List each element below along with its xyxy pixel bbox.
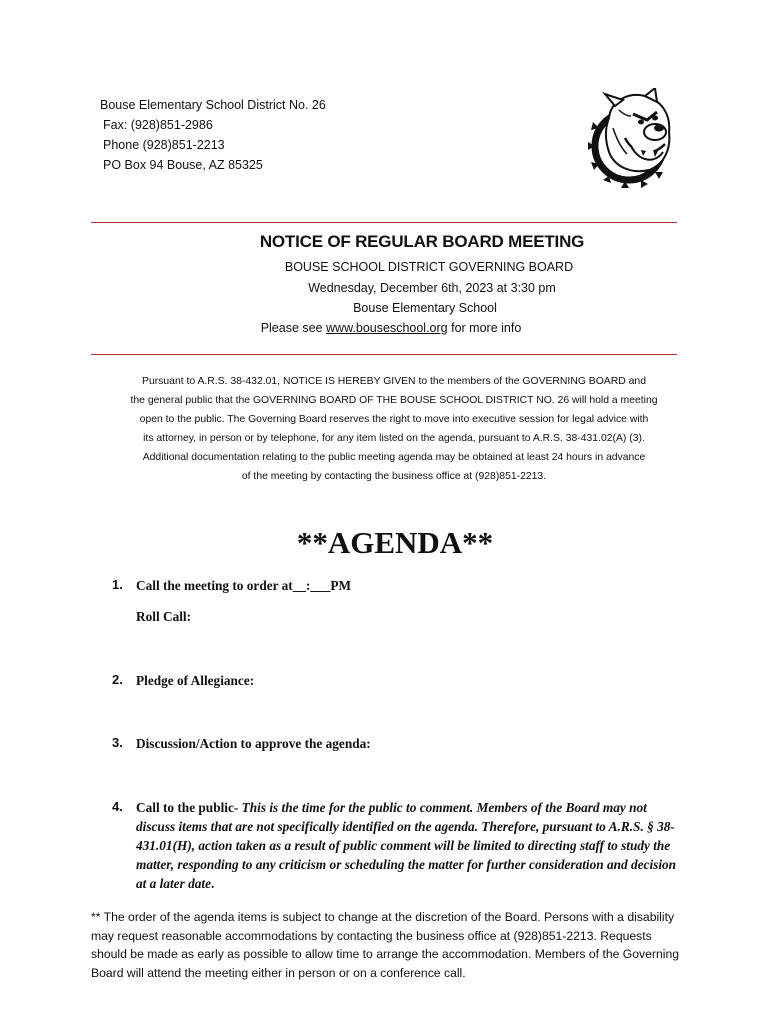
bulldog-mascot-icon (585, 88, 681, 192)
agenda-item-number: 4. (112, 799, 123, 814)
top-divider (91, 222, 677, 223)
agenda-item-number: 3. (112, 735, 123, 750)
legal-notice-line: Additional documentation relating to the public meeting agenda may be obtained at least 24 hours in advance (142, 452, 646, 463)
agenda-heading: **AGENDA** (296, 525, 494, 560)
legal-notice (108, 372, 680, 486)
district-name: Bouse Elementary School District No. 26 (100, 98, 326, 112)
accommodation-note: ** The order of the agenda items is subject to change at the discretion of the Board. Persons with a disability may request reasonable accommodations by contacting the business office at (928)851-2213. Requests should be made as early as possible to allow time to arrange the accommodation. Members of the Governing Board will attend the meeting either in person or on a conference call. (91, 910, 680, 980)
board-name: BOUSE SCHOOL DISTRICT GOVERNING BOARD (284, 260, 574, 274)
bottom-divider (91, 354, 677, 355)
more-info-line (6, 321, 770, 335)
meeting-location: Bouse Elementary School (353, 301, 497, 315)
meeting-datetime: Wednesday, December 6th, 2023 at 3:30 pm (308, 281, 556, 295)
phone-number: Phone (928)851-2213 (103, 138, 225, 152)
website-link[interactable]: www.bouseschool.org (326, 321, 448, 335)
agenda-item-pledge: Pledge of Allegiance: (136, 673, 255, 688)
agenda-item-number: 2. (112, 672, 123, 687)
call-to-public-end: . (210, 876, 215, 891)
call-to-public-lead: Call to the public- (136, 800, 239, 815)
agenda-item-call-to-public (136, 798, 681, 893)
call-to-public-body: This is the time for the public to comment. Members of the Board may not discuss items that are not specifically identified on the agenda. Therefore, pursuant to A.R.S. § 38- 431.01(H), action taken as a result of public comment will be limited to directing staff to study the matter, responding to any criticism or scheduling the matter for further consideration and decision at a later date (136, 800, 677, 891)
agenda-item-call-to-order: Call the meeting to order at__:___PM (136, 578, 352, 593)
more-info-prefix: Please see (260, 321, 323, 335)
postal-address: PO Box 94 Bouse, AZ 85325 (103, 158, 263, 172)
agenda-item-number: 1. (112, 577, 123, 592)
legal-notice-line: of the meeting by contacting the business office at (928)851-2213. (241, 471, 547, 482)
legal-notice-line: the general public that the GOVERNING BOARD OF THE BOUSE SCHOOL DISTRICT NO. 26 will hold a meeting (130, 395, 658, 406)
legal-notice-line: open to the public. The Governing Board reserves the right to move into executive session for legal advice with (139, 414, 649, 425)
notice-title: NOTICE OF REGULAR BOARD MEETING (259, 232, 585, 251)
more-info-suffix: for more info (451, 321, 522, 335)
roll-call: Roll Call: (136, 609, 192, 624)
fax-number: Fax: (928)851-2986 (103, 118, 213, 132)
agenda-item-approve: Discussion/Action to approve the agenda: (136, 736, 371, 751)
legal-notice-line: Pursuant to A.R.S. 38-432.01, NOTICE IS HEREBY GIVEN to the members of the GOVERNING BOARD and (142, 376, 646, 387)
legal-notice-line: its attorney, in person or by telephone, for any item listed on the agenda, pursuant to A.R.S. 38-431.02(A) (3). (143, 433, 645, 444)
